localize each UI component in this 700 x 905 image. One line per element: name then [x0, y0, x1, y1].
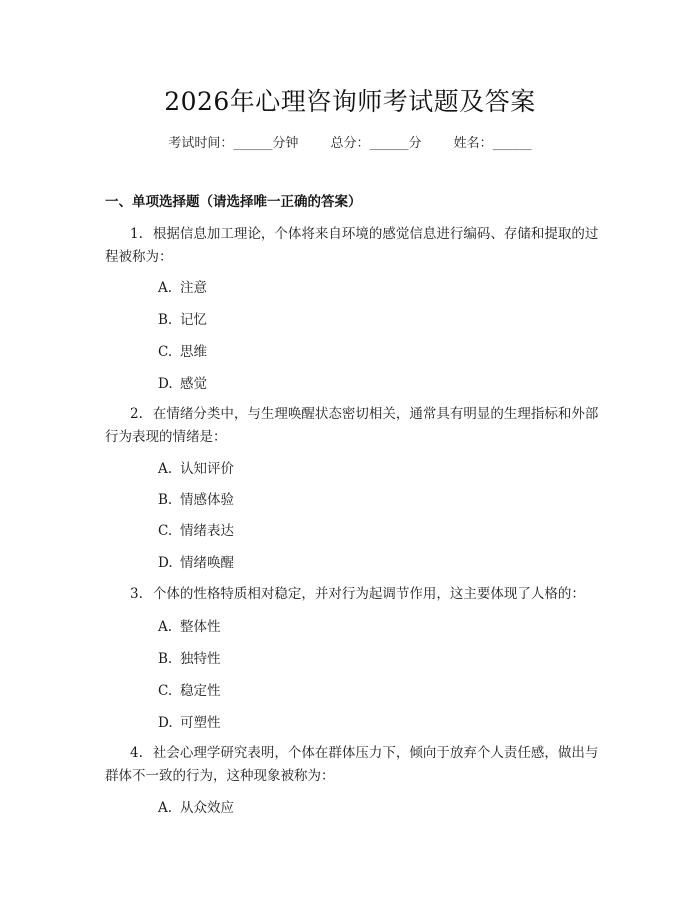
total-score: 总分：______分 [330, 136, 422, 151]
option-2b [158, 488, 234, 508]
option-2d [158, 551, 234, 571]
exam-meta [0, 132, 700, 151]
question-number: 1. [130, 226, 143, 242]
option-letter: A. [158, 461, 173, 477]
question-number: 4. [130, 745, 143, 761]
option-text: 记忆 [180, 312, 207, 328]
option-3d [158, 711, 221, 731]
option-letter: C. [158, 683, 173, 699]
question-text: 社会心理学研究表明，个体在群体压力下，倾向于放弃个人责任感，做出与群体不一致的行为，这种现象被称为： [105, 745, 599, 784]
question-number: 3. [130, 586, 143, 602]
option-text: 整体性 [180, 619, 221, 635]
option-letter: B. [158, 492, 173, 508]
option-text: 可塑性 [180, 715, 221, 731]
option-text: 情绪唤醒 [180, 555, 234, 571]
question-text: 在情绪分类中，与生理唤醒状态密切相关，通常具有明显的生理指标和外部行为表现的情绪是： [105, 406, 599, 445]
option-letter: B. [158, 651, 173, 667]
option-text: 注意 [180, 280, 207, 296]
option-1a [158, 276, 207, 296]
option-1b [158, 308, 207, 328]
option-3c [158, 679, 221, 699]
option-letter: C. [158, 523, 173, 539]
option-letter: A. [158, 800, 173, 816]
page-title: 2026年心理咨询师考试题及答案 [164, 87, 536, 116]
option-text: 从众效应 [180, 800, 234, 816]
option-text: 感觉 [180, 376, 207, 392]
option-letter: C. [158, 344, 173, 360]
student-name: 姓名：______ [453, 136, 532, 151]
option-2a [158, 457, 234, 477]
question-2 [105, 403, 600, 449]
option-text: 情感体验 [180, 492, 234, 508]
question-4 [105, 742, 600, 788]
section-heading: 一、单项选择题（请选择唯一正确的答案） [105, 194, 362, 210]
option-4a [158, 796, 234, 816]
option-text: 认知评价 [180, 461, 234, 477]
option-text: 情绪表达 [180, 523, 234, 539]
option-1c [158, 340, 207, 360]
option-text: 思维 [180, 344, 207, 360]
option-text: 独特性 [180, 651, 221, 667]
option-letter: A. [158, 280, 173, 296]
option-letter: D. [158, 715, 173, 731]
question-number: 2. [130, 406, 143, 422]
question-text: 根据信息加工理论，个体将来自环境的感觉信息进行编码、存储和提取的过程被称为： [105, 226, 599, 265]
question-text: 个体的性格特质相对稳定，并对行为起调节作用，这主要体现了人格的： [152, 586, 585, 602]
option-letter: D. [158, 555, 173, 571]
exam-time: 考试时间：______分钟 [168, 136, 299, 151]
option-text: 稳定性 [180, 683, 221, 699]
option-1d [158, 372, 207, 392]
option-3a [158, 615, 221, 635]
option-2c [158, 519, 234, 539]
question-1 [105, 223, 600, 269]
option-letter: D. [158, 376, 173, 392]
option-letter: B. [158, 312, 173, 328]
question-3 [105, 583, 600, 606]
option-3b [158, 647, 221, 667]
option-letter: A. [158, 619, 173, 635]
